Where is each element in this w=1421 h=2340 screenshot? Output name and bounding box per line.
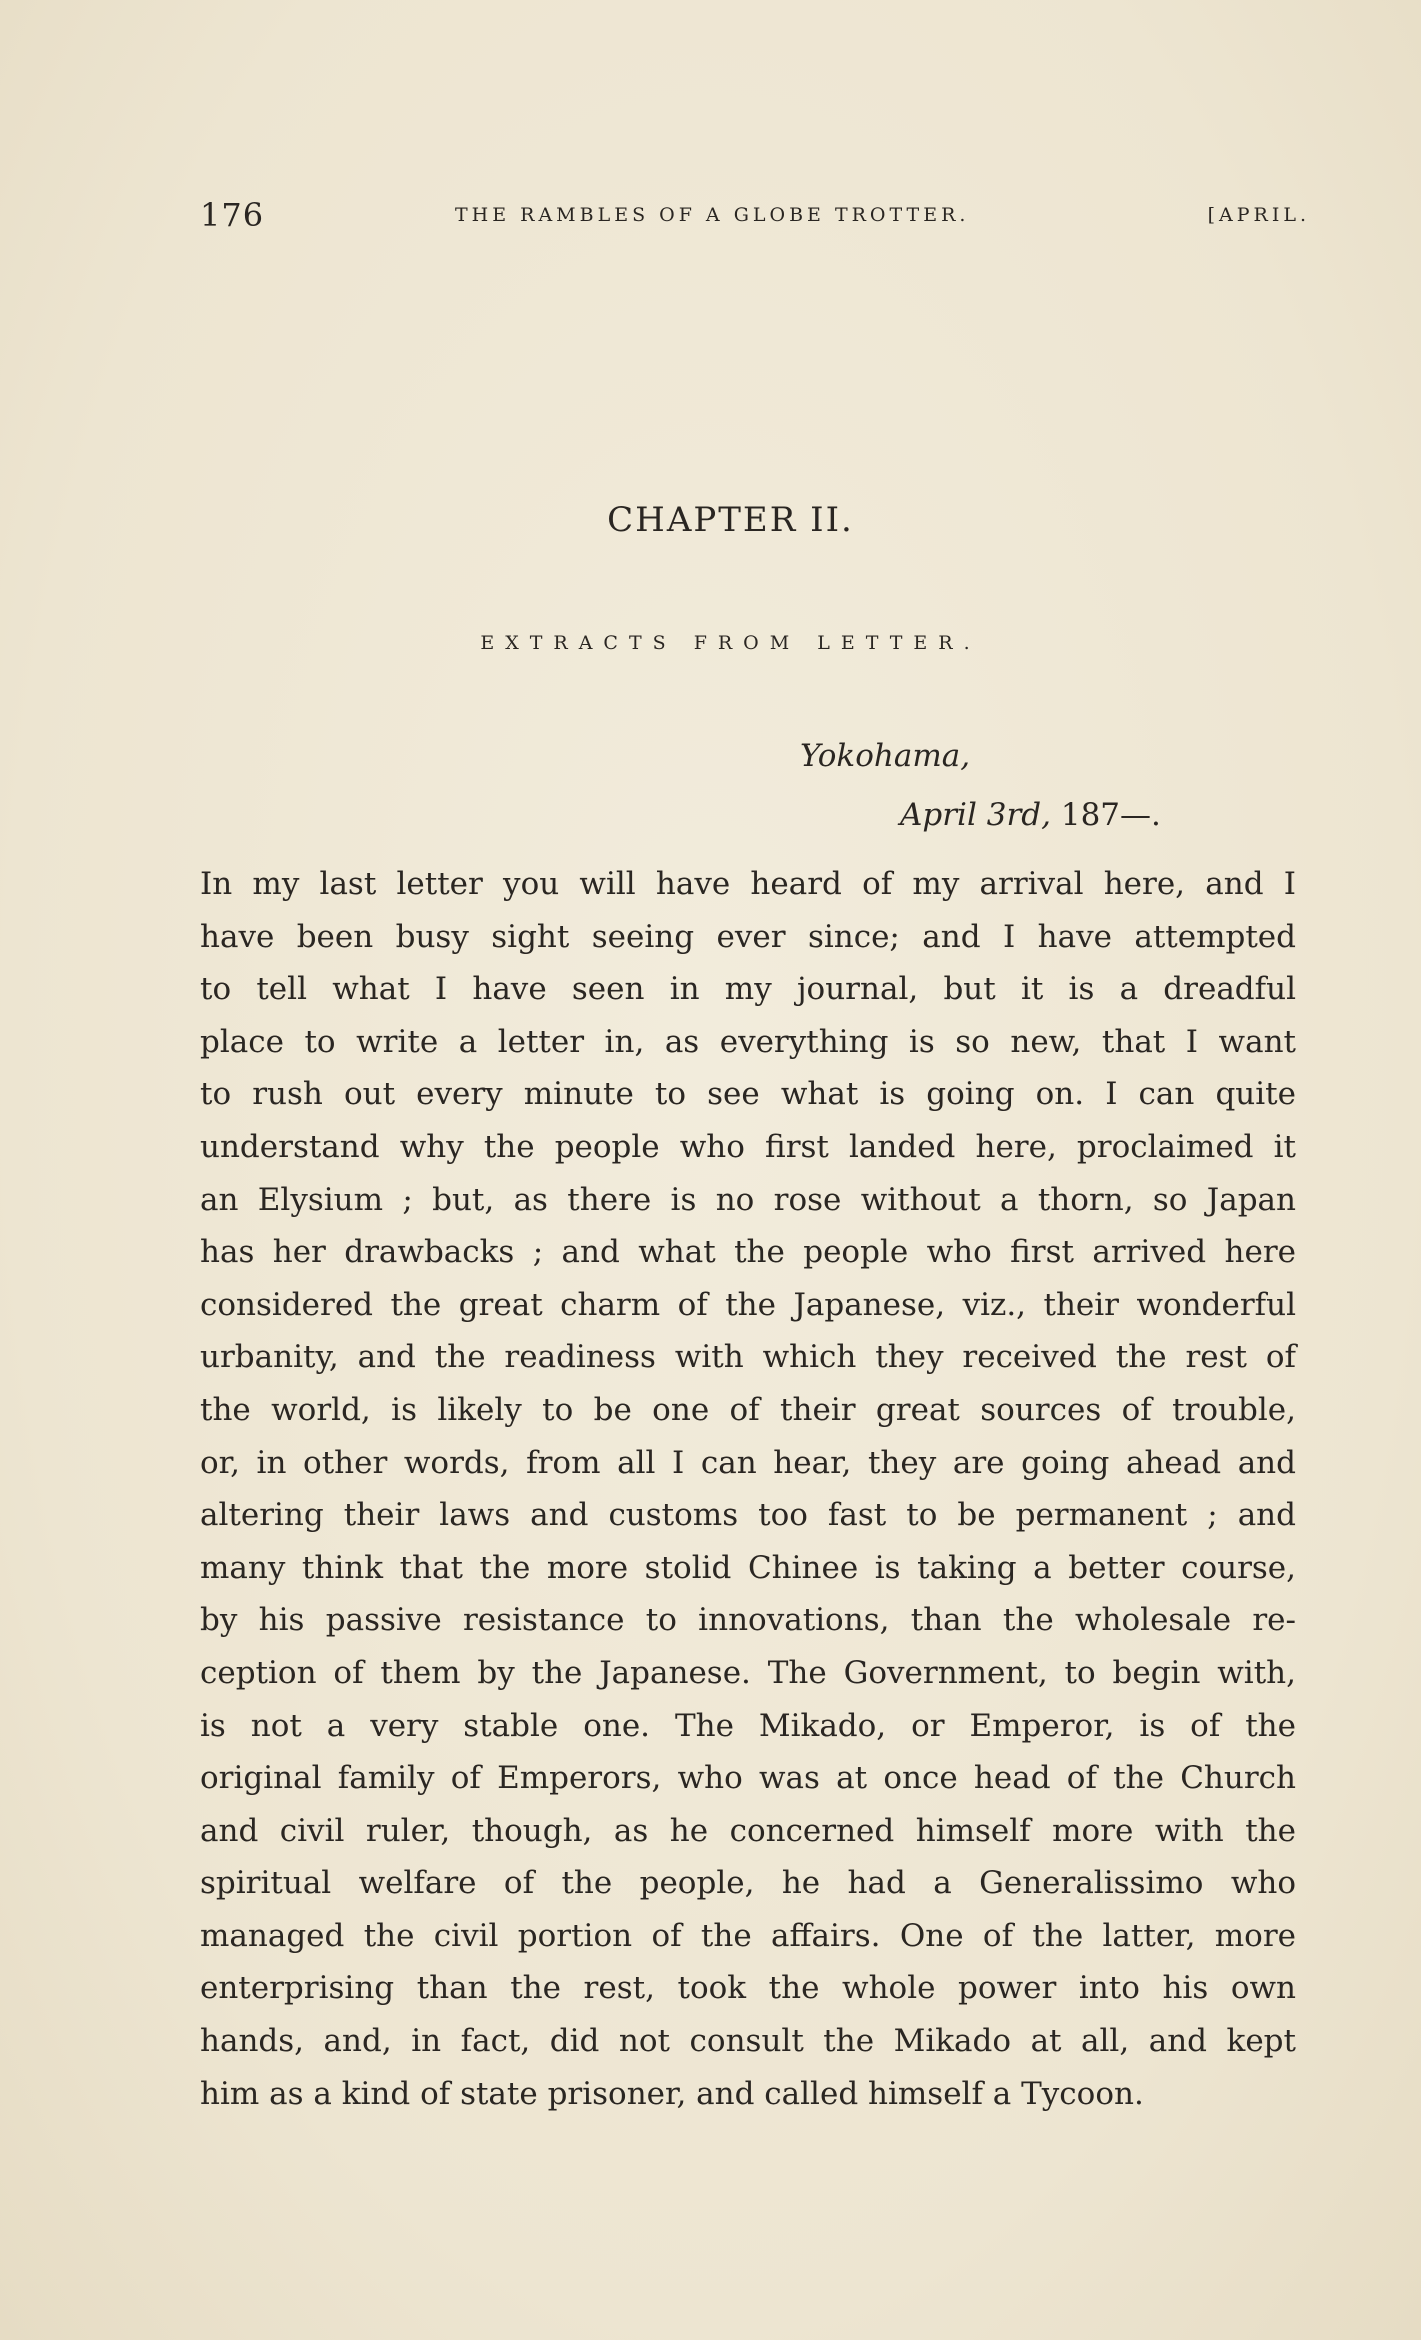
body-line: altering their laws and customs too fast to be permanent ; and <box>200 1497 1296 1534</box>
body-line: original family of Emperors, who was at once head of the Church <box>200 1760 1296 1797</box>
body-line: enterprising than the rest, took the whole power into his own <box>200 1970 1296 2007</box>
body-line: In my last letter you will have heard of my arrival here, and I <box>200 866 1296 902</box>
body-line: managed the civil portion of the affairs. One of the latter, more <box>200 1917 1296 1954</box>
letter-place: Yokohama, <box>800 738 971 774</box>
body-line: and civil ruler, though, as he concerned himself more with the <box>200 1812 1296 1849</box>
letter-date-day: April 3rd, <box>900 797 1051 833</box>
body-line: or, in other words, from all I can hear, they are going ahead and <box>200 1444 1296 1481</box>
running-head <box>200 196 1310 236</box>
running-month: [APRIL. <box>1207 204 1310 226</box>
body-line: many think that the more stolid Chinee is taking a better course, <box>200 1549 1296 1586</box>
body-line: to rush out every minute to see what is going on. I can quite <box>200 1076 1296 1113</box>
body-line: ception of them by the Japanese. The Government, to begin with, <box>200 1654 1296 1691</box>
body-line: is not a very stable one. The Mikado, or Emperor, is of the <box>200 1707 1296 1744</box>
body-line: by his passive resistance to innovations, than the wholesale re- <box>200 1602 1296 1639</box>
body-line: hands, and, in fact, did not consult the Mikado at all, and kept <box>200 2023 1296 2060</box>
body-line: has her drawbacks ; and what the people who first arrived here <box>200 1234 1296 1271</box>
body-line: spiritual welfare of the people, he had a Generalissimo who <box>200 1865 1296 1902</box>
body-line: considered the great charm of the Japanese, viz., their wonderful <box>200 1286 1296 1323</box>
running-title: THE RAMBLES OF A GLOBE TROTTER. <box>455 204 970 226</box>
body-line: an Elysium ; but, as there is no rose without a thorn, so Japan <box>200 1181 1296 1218</box>
body-line: place to write a letter in, as everything is so new, that I want <box>200 1023 1296 1060</box>
letter-date-year: 187—. <box>1060 797 1161 833</box>
body-line: urbanity, and the readiness with which they received the rest of <box>200 1339 1296 1376</box>
body-line: the world, is likely to be one of their great sources of trouble, <box>200 1391 1296 1428</box>
body-line: him as a kind of state prisoner, and called himself a Tycoon. <box>200 2075 1144 2112</box>
body-text <box>200 858 1296 2120</box>
body-line: understand why the people who first landed here, proclaimed it <box>200 1128 1296 1165</box>
page-number: 176 <box>200 196 265 234</box>
body-line: to tell what I have seen in my journal, but it is a dreadful <box>200 971 1296 1008</box>
body-line: have been busy sight seeing ever since; and I have attempted <box>200 918 1296 955</box>
letter-date <box>900 797 1161 833</box>
chapter-title: CHAPTER II. <box>607 500 854 540</box>
section-title: EXTRACTS FROM LETTER. <box>480 632 981 654</box>
